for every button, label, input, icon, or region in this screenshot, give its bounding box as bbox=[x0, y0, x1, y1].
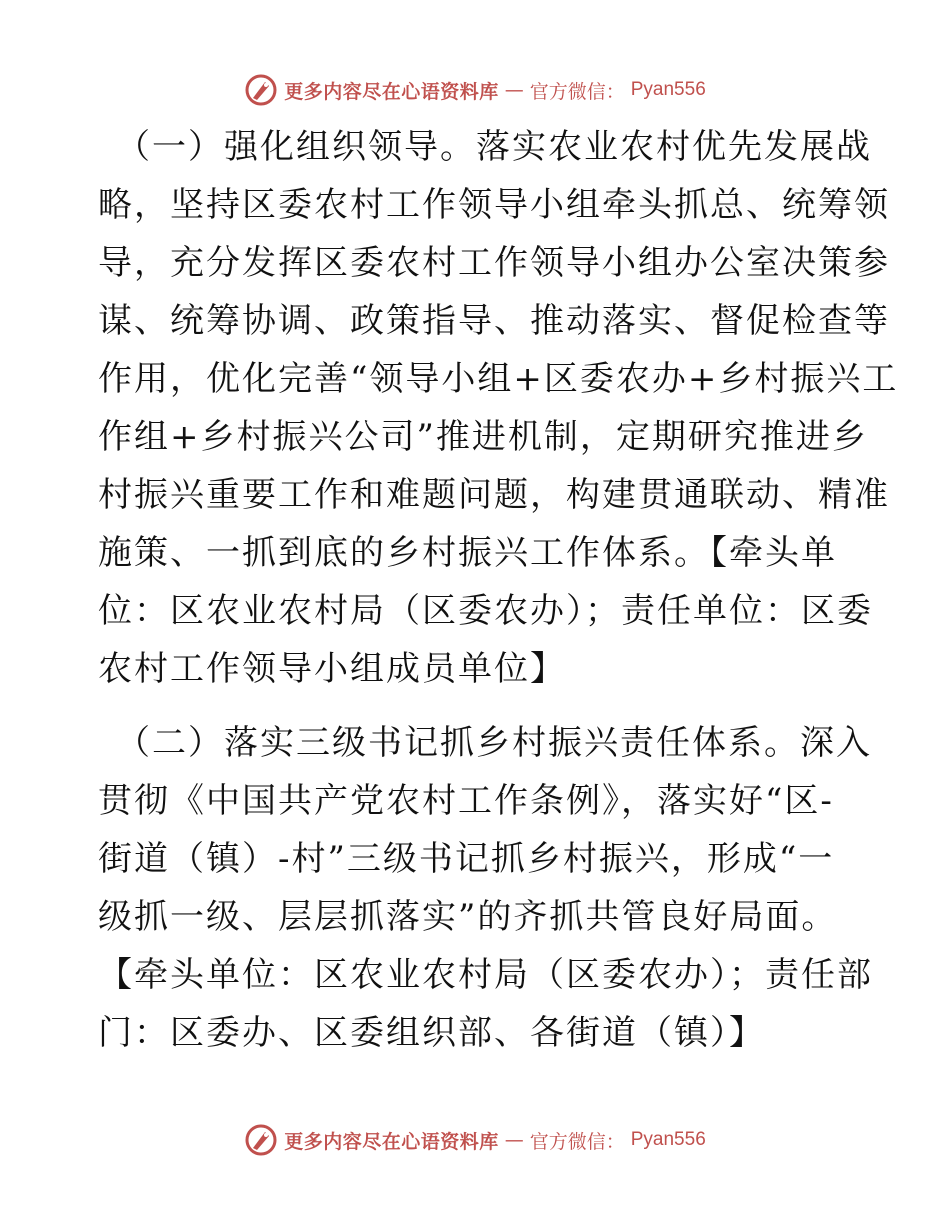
text-line: 级抓一级、层层抓落实”的齐抓共管良好局面。 bbox=[98, 897, 838, 937]
document-body bbox=[98, 118, 899, 1062]
pen-nib-logo-icon bbox=[244, 73, 278, 107]
watermark-label: 官方微信： bbox=[529, 80, 625, 103]
text-line: 门：区委办、区委组织部、各街道（镇）】 bbox=[98, 1013, 765, 1053]
watermark-separator: — bbox=[504, 79, 524, 101]
paragraph-2 bbox=[98, 714, 873, 1062]
text-line: 位：区农业农村局（区委农办）；责任单位：区委 bbox=[98, 591, 873, 631]
text-line: 村振兴重要工作和难题问题，构建贯通联动、精准 bbox=[98, 475, 890, 515]
watermark-brand: 更多内容尽在心语资料库 bbox=[284, 80, 499, 103]
text-line: 作用，优化完善“领导小组+区委农办+乡村振兴工 bbox=[98, 359, 899, 399]
text-line: 街道（镇）-村”三级书记抓乡村振兴，形成“一 bbox=[98, 839, 835, 879]
text-line: 【牵头单位：区农业农村局（区委农办）；责任部 bbox=[98, 955, 873, 995]
text-line: 农村工作领导小组成员单位】 bbox=[98, 649, 566, 689]
text-line: 略，坚持区委农村工作领导小组牵头抓总、统筹领 bbox=[98, 185, 890, 225]
footer-watermark bbox=[0, 1120, 950, 1160]
text-line: 作组+乡村振兴公司”推进机制，定期研究推进乡 bbox=[98, 417, 868, 457]
watermark-brand: 更多内容尽在心语资料库 bbox=[284, 1130, 499, 1153]
text-line: 谋、统筹协调、政策指导、推动落实、督促检查等 bbox=[98, 301, 890, 341]
text-line: 导，充分发挥区委农村工作领导小组办公室决策参 bbox=[98, 243, 890, 283]
text-line: （一）强化组织领导。落实农业农村优先发展战 bbox=[116, 127, 872, 167]
paragraph-1 bbox=[98, 118, 899, 698]
text-line: 贯彻《中国共产党农村工作条例》，落实好“区- bbox=[98, 781, 834, 821]
text-line: 施策、一抓到底的乡村振兴工作体系。【牵头单 bbox=[98, 533, 837, 573]
watermark-separator: — bbox=[504, 1129, 524, 1151]
watermark-label: 官方微信： bbox=[529, 1130, 625, 1153]
text-line: （二）落实三级书记抓乡村振兴责任体系。深入 bbox=[116, 723, 872, 763]
watermark-wechat-id: Pyan556 bbox=[630, 79, 706, 100]
pen-nib-logo-icon bbox=[244, 1123, 278, 1157]
watermark-wechat-id: Pyan556 bbox=[630, 1129, 706, 1150]
header-watermark bbox=[0, 70, 950, 110]
